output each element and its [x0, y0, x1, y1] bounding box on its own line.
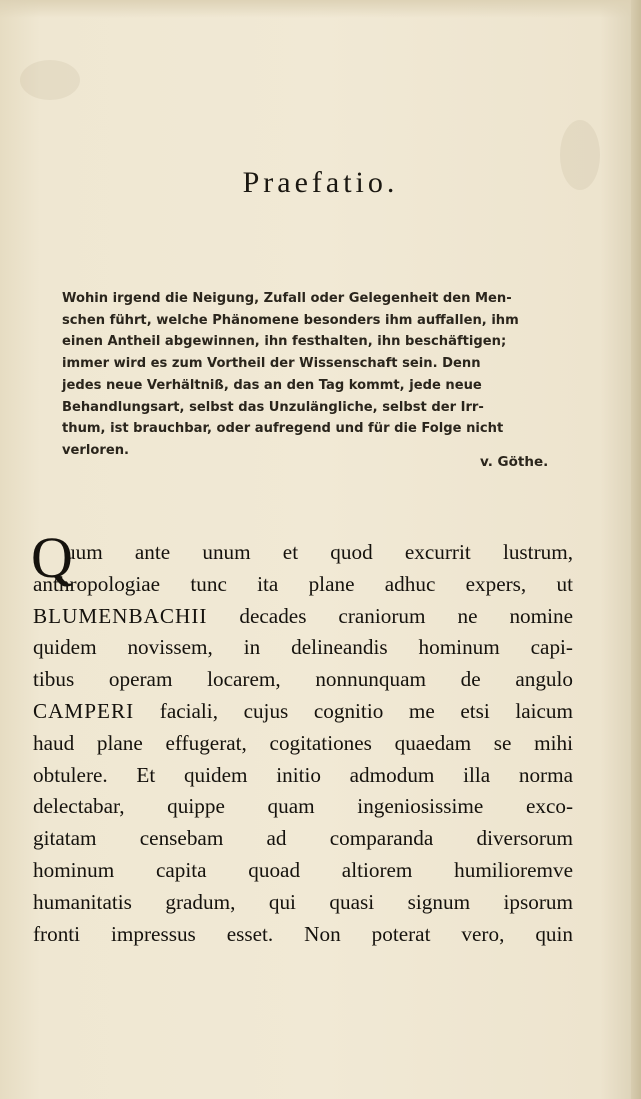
epigraph — [62, 288, 602, 462]
body-line-text: fronti impressus esset. Non poterat vero, quin — [33, 921, 573, 946]
body-line — [33, 919, 573, 951]
drop-cap: Q — [31, 525, 73, 590]
body-line-text: faciali, cujus cognitio me etsi laicum — [134, 698, 573, 723]
body-paragraph — [33, 537, 573, 950]
body-line — [33, 728, 573, 760]
epigraph-author: v. Göthe. — [480, 454, 549, 470]
epigraph-line: einen Antheil abgewinnen, ihn festhalten, ihn beschäftigen; — [62, 334, 507, 350]
body-line-text: obtulere. Et quidem initio admodum illa norma — [33, 762, 573, 787]
body-line — [33, 823, 573, 855]
page-title: Praefatio. — [242, 166, 399, 199]
page-top-shadow — [0, 0, 641, 18]
body-line-text: delectabar, quippe quam ingeniosissime exco- — [33, 794, 573, 819]
body-line — [33, 760, 573, 792]
body-line — [33, 887, 573, 919]
body-line-text: humanitatis gradum, qui quasi signum ipsorum — [33, 889, 573, 914]
body-line-text: uum ante unum et quod excurrit lustrum, — [65, 540, 573, 564]
epigraph-line: schen führt, welche Phänomene besonders ihm auffallen, ihm — [62, 312, 519, 328]
epigraph-line: Wohin irgend die Neigung, Zufall oder Gelegenheit den Men- — [62, 291, 512, 306]
body-line-text: gitatam censebam ad comparanda diversorum — [33, 826, 573, 851]
body-line — [33, 632, 573, 664]
body-line-text: tibus operam locarem, nonnunquam de angulo — [33, 667, 573, 692]
paper-stain — [20, 60, 80, 100]
epigraph-line: Behandlungsart, selbst das Unzulängliche, selbst der Irr- — [62, 399, 484, 415]
page-right-edge — [631, 0, 641, 1099]
epigraph-line: thum, ist brauchbar, oder aufregend und für die Folge nicht — [62, 421, 504, 437]
body-line — [33, 791, 573, 823]
body-line — [33, 569, 573, 601]
body-line-text: haud plane effugerat, cogitationes quaedam se mihi — [33, 730, 573, 755]
body-line — [33, 855, 573, 887]
body-line — [33, 664, 573, 696]
author-name: BLUMENBACHII — [33, 603, 208, 628]
body-line — [33, 696, 573, 728]
body-line-text: anthropologiae tunc ita plane adhuc expers, ut — [33, 571, 573, 596]
body-line — [33, 601, 573, 633]
epigraph-line: jedes neue Verhältniß, das an den Tag kommt, jede neue — [62, 377, 482, 393]
epigraph-line: immer wird es zum Vortheil der Wissenschaft sein. Denn — [62, 356, 481, 372]
body-line-text: decades craniorum ne nomine — [207, 603, 573, 628]
body-line — [33, 537, 573, 569]
epigraph-line: verloren. — [62, 442, 129, 458]
body-line-text: quidem novissem, in delineandis hominum capi- — [33, 635, 573, 660]
author-name: CAMPERI — [33, 698, 135, 723]
body-line-text: hominum capita quoad altiorem humilioremve — [33, 857, 573, 882]
